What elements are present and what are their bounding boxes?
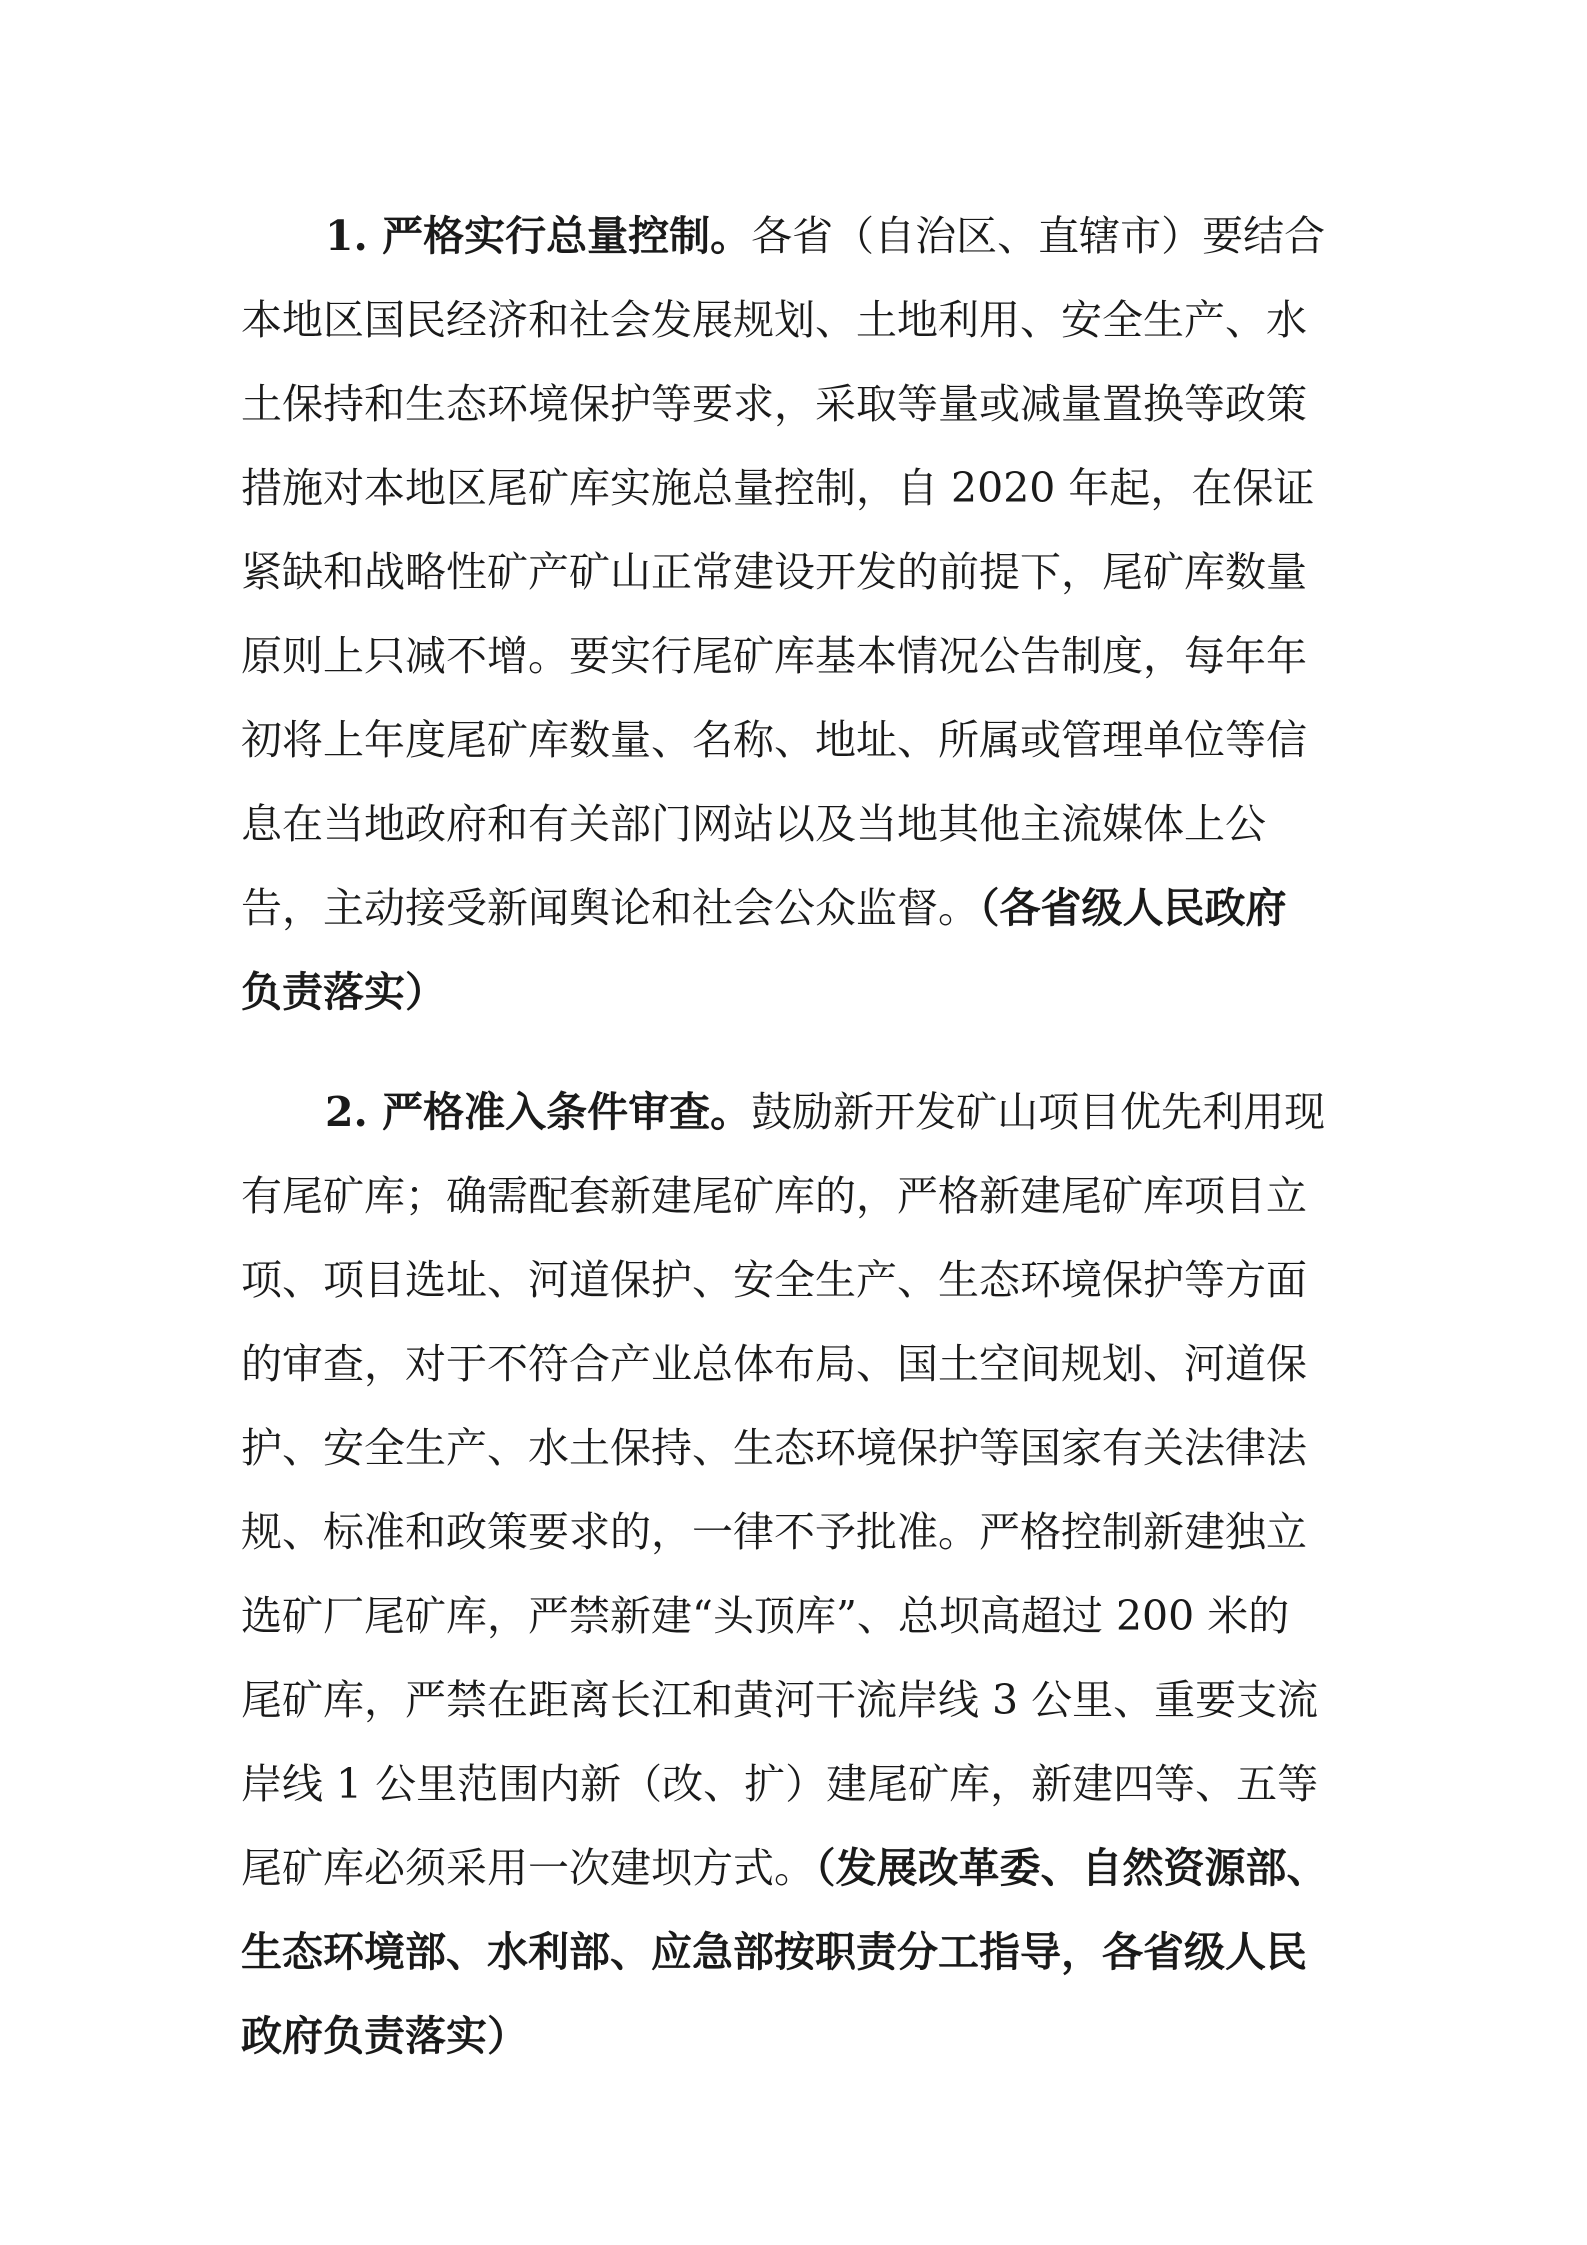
paragraph-2-line: 有尾矿库；确需配套新建尾矿库的，严格新建尾矿库项目立	[241, 1172, 1307, 1220]
paragraph-1-line: 初将上年度尾矿库数量、名称、地址、所属或管理单位等信	[241, 716, 1307, 764]
paragraph-2-text: 鼓励新开发矿山项目优先利用现	[751, 1088, 1326, 1136]
paragraph-1-line	[325, 206, 1325, 266]
paragraph-1-line: 措施对本地区尾矿库实施总量控制，自 2020 年起，在保证	[241, 464, 1315, 512]
paragraph-1-responsibility: （各省级人民政府	[979, 884, 1287, 932]
paragraph-2-line	[241, 1922, 1307, 1982]
paragraph-2-line: 的审查，对于不符合产业总体布局、国土空间规划、河道保	[241, 1340, 1307, 1388]
paragraph-1-text: 告，主动接受新闻舆论和社会公众监督。	[241, 884, 979, 932]
paragraph-1-line: 本地区国民经济和社会发展规划、土地利用、安全生产、水	[241, 296, 1307, 344]
paragraph-2-line: 护、安全生产、水土保持、生态环境保护等国家有关法律法	[241, 1424, 1307, 1472]
paragraph-2-line: 规、标准和政策要求的，一律不予批准。严格控制新建独立	[241, 1508, 1307, 1556]
paragraph-2-line	[241, 2006, 528, 2066]
paragraph-1-line: 息在当地政府和有关部门网站以及当地其他主流媒体上公	[241, 800, 1266, 848]
paragraph-2-responsibility: 生态环境部、水利部、应急部按职责分工指导，各省级人民	[241, 1928, 1307, 1976]
paragraph-2-responsibility: （发展改革委、自然资源部、	[815, 1844, 1328, 1892]
paragraph-2-line	[325, 1082, 1325, 1142]
paragraph-1-line	[241, 962, 446, 1022]
paragraph-1-heading: 1. 严格实行总量控制。	[325, 212, 752, 260]
paragraph-2-text: 尾矿库必须采用一次建坝方式。	[241, 1844, 815, 1892]
paragraph-2-line: 项、项目选址、河道保护、安全生产、生态环境保护等方面	[241, 1256, 1307, 1304]
paragraph-2-line	[241, 1838, 1328, 1898]
paragraph-1-line: 紧缺和战略性矿产矿山正常建设开发的前提下，尾矿库数量	[241, 548, 1307, 596]
paragraph-1-line	[241, 878, 1287, 938]
paragraph-2-line: 岸线 1 公里范围内新（改、扩）建尾矿库，新建四等、五等	[241, 1760, 1319, 1808]
paragraph-1-responsibility: 负责落实）	[241, 968, 446, 1016]
paragraph-1-line: 原则上只减不增。要实行尾矿库基本情况公告制度，每年年	[241, 632, 1307, 680]
paragraph-2-responsibility: 政府负责落实）	[241, 2012, 528, 2060]
paragraph-1-text: 各省（自治区、直辖市）要结合	[751, 212, 1326, 260]
paragraph-1-line: 土保持和生态环境保护等要求，采取等量或减量置换等政策	[241, 380, 1307, 428]
paragraph-2-heading: 2. 严格准入条件审查。	[325, 1088, 752, 1136]
paragraph-2-line: 选矿厂尾矿库，严禁新建“头顶库”、总坝高超过 200 米的	[241, 1592, 1290, 1640]
paragraph-2-line: 尾矿库，严禁在距离长江和黄河干流岸线 3 公里、重要支流	[241, 1676, 1319, 1724]
